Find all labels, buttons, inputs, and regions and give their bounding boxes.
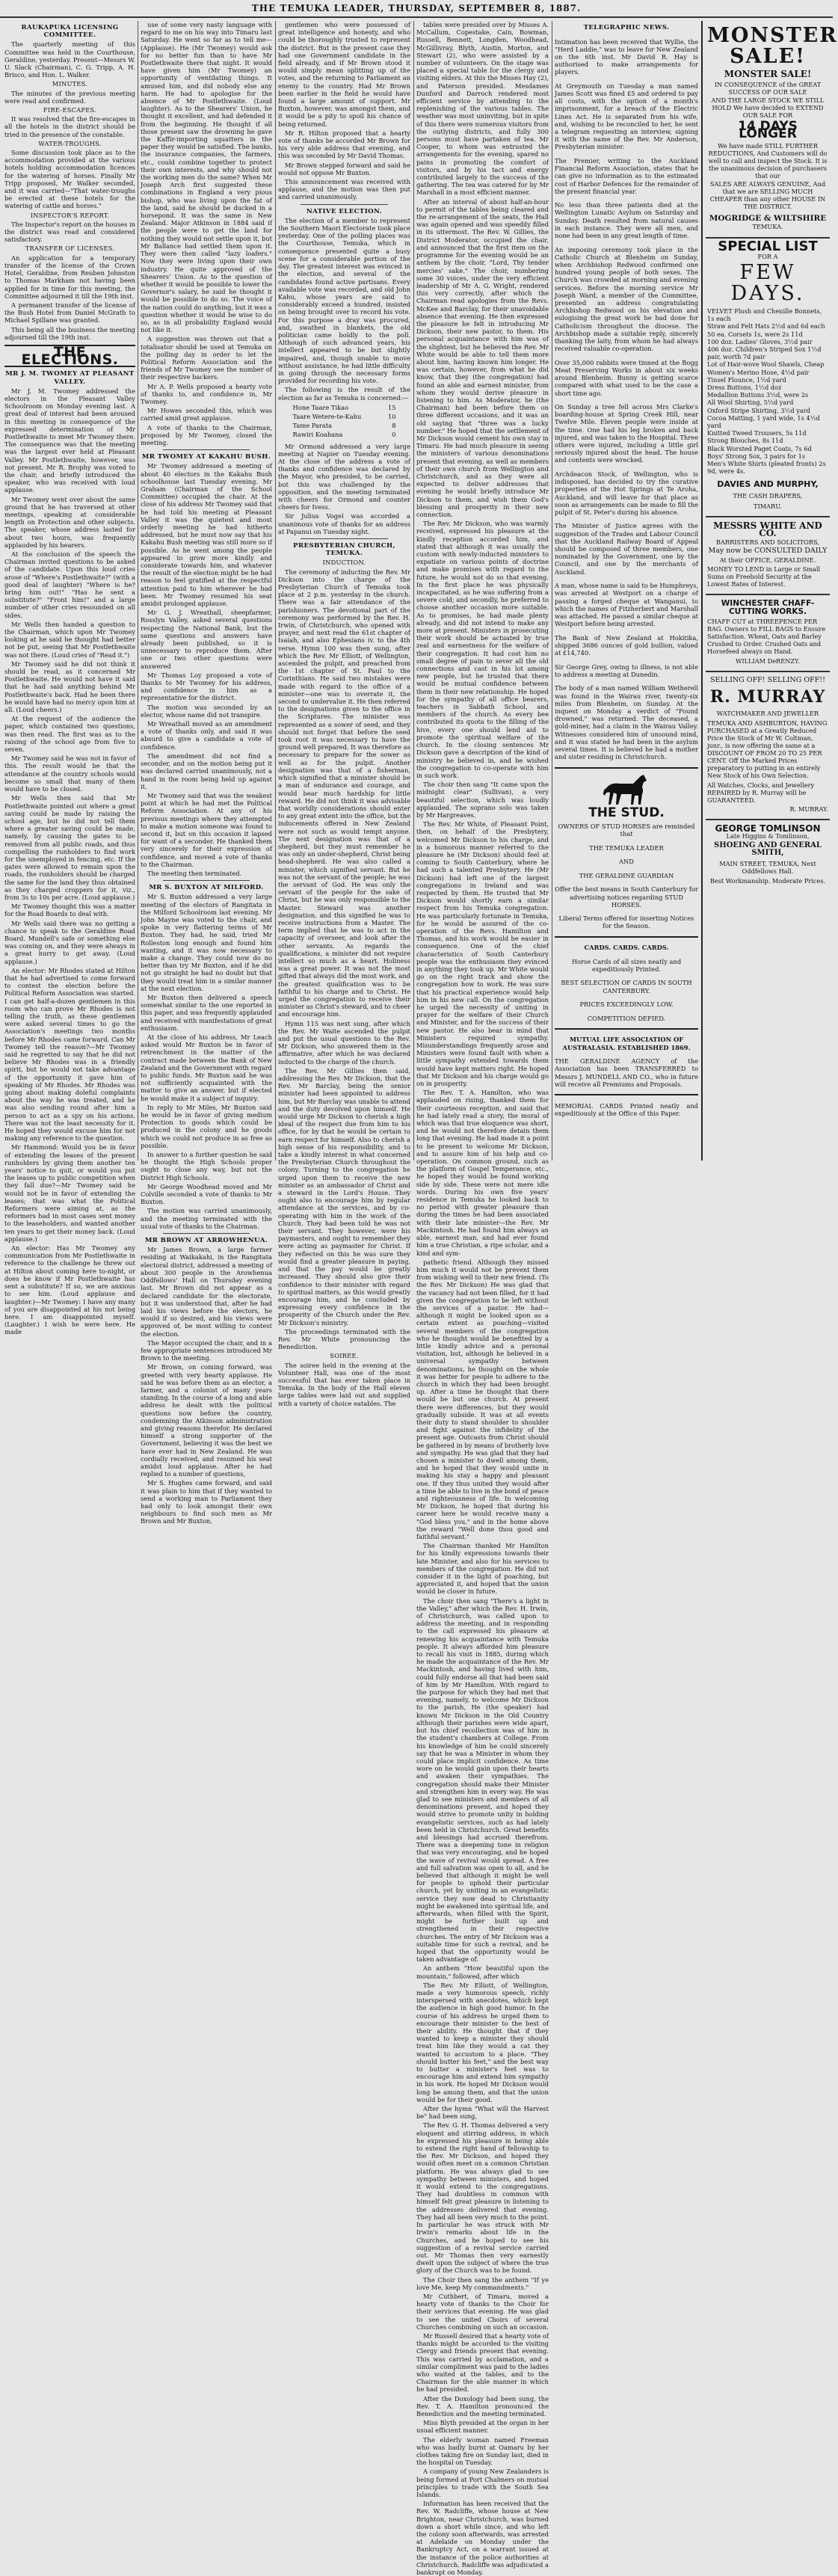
paragraph: PRICES EXCEEDINGLY LOW. <box>579 1000 674 1009</box>
divider <box>163 880 250 881</box>
paragraph: Mr George Woodhead moved and Mr Colville seconded a vote of thanks to Mr Buxton. <box>141 1182 272 1206</box>
article-heading: MR J. M. TWOMEY AT PLEASANT VALLEY. <box>5 370 135 386</box>
paragraph: After the Doxology had been sung, the Rev. T. A. Hamilton pronounced the Benediction and the meeting terminated. <box>416 2394 549 2417</box>
price-list-item: Knitted Tweed Trousers, 5s 11d <box>707 429 807 437</box>
subheading: FIRE-ESCAPES. <box>43 106 97 114</box>
candidate-name: Hone Taare Tikao <box>292 403 349 411</box>
paragraph: MUTUAL LIFE ASSOCIATION OF AUSTRALASIA. ESTABLISHED 1869. <box>562 1036 691 1051</box>
paragraph: At the request of the audience the paper, which contained two questions, was then read. The first was as to the raising of the school age from five to seven. <box>4 715 135 754</box>
price-list-item: 50 ea. Corsets 1s, were 2s 11d <box>707 330 803 338</box>
paragraph: An imposing ceremony took place in the Catholic Church at Blenheim on Sunday, when Archbishop Redwood confirmed one hundred young people of both sexes. The Church was crowded at morning and evening services. Before the morning service Mr Joseph Ward, a member of the Committee, presented an address congratulating Archbishop Redwood on his elevation and eulogising the great work he had done for Catholicism throughout the diocese. The Archbishop made a suitable reply, sincerely thanking the laity, from whom he had always received valuable co-operation. <box>555 245 698 353</box>
ad-headline: 14 DAYS LONGER <box>738 119 798 142</box>
ad-text: CHAFF CUT at THREEPENCE PER BAG. Owners to FILL BAGS to Ensure Satisfaction. Wheat, Oats and Barley Crushed to Order. Crushed Oats and Horsefeed always on Hand. <box>707 617 826 655</box>
subheading: SOIREE. <box>330 1352 359 1360</box>
divider <box>163 449 250 450</box>
subheading: INSPECTOR'S REPORT. <box>30 211 110 219</box>
section-heading-elections: THE ELECTIONS. <box>4 345 135 367</box>
article-heading: MR S. BUXTON AT MILFORD. <box>149 884 264 892</box>
price-list-item: Cocoa Matting, 1 yard wide, 1s 4½d yard <box>707 414 820 430</box>
column-rule <box>413 21 414 1161</box>
paragraph: The motion was seconded by an elector, whose name did not transpire. <box>141 703 272 719</box>
candidate-votes: 0 <box>392 431 396 439</box>
ad-tomlinson <box>706 820 830 891</box>
paragraph: The Rev. G. H. Thomas delivered a very eloquent and stirring address, in which he expressed his pleasure in being able to extend the right hand of fellowship to the Rev. Mr Dickson, and hoped they would often meet on a common Christian platform. He was always glad to see sympathy between ministers, and hoped it would extend to the congregations. They had doubtless in common with himself felt great pleasure in listening to the addresses delivered that evening. They had all been very much to the point. In particular he was struck with Mr Irwin's remarks about life in the Churches, and he hoped to see his suggestion of a revival service carried out. Mr Thomas then very earnestly dwelt upon the subject of where the true glory of the Church was to be found. <box>416 2121 549 2275</box>
price-list-item: Women's Merino Hose, 4½d pair <box>707 368 810 376</box>
divider <box>555 936 698 938</box>
column-1 <box>4 21 135 1336</box>
price-list-item: Dress Buttons, 1½d doz <box>707 384 782 392</box>
paragraph: A vote of thanks to the Chairman, proposed by Mr Twomey, closed the meeting. <box>141 423 272 446</box>
paragraph: Miss Blyth presided at the organ in her usual efficient manner. <box>416 2419 549 2435</box>
candidate-votes: 10 <box>387 412 396 420</box>
price-list-item: Lot of Hair-wove Wool Shawls, Cheap <box>707 360 825 369</box>
paragraph: After an interval of about half-an-hour to permit of the tables being cleared and the re-arrangement of the seats, the Hall was again opened and was speedily filled in its uttermost. The Rev. W. Gillies, the District Moderator, occupied the chair, and announced that the first item on the programme for the evening would be an anthem by the choir, "Lord, Thy tender mercies' sake." The choir, numbering some 30 voices, under the very efficient leadership of Mr A. G. Wright, rendered this very correctly, after which the Chairman read apologies from the Revs. McKee and Barclay, for their unavoidable absence that evening. He then expressed the pleasure he felt in introducing Mr Dickson, their new pastor, to them. His personal acquaintance with him was of the slightest, but he believed the Rev. Mr White would be able to tell them more about him, having known him longer. He was certain, however, from what he did know, that they (the congregation) had found an able and earnest minister, from whom they would derive pleasure in listening to him. As Moderator, he (the Chairman) had been before them on three different occasions, and it was an old saying that "three was a lucky number." He hoped that the settlement of Mr Dickson would cement his own stay in Timaru. He had much pleasure in seeing the ministers of various denominations present that evening, as well as members of their own church from Wellington and Christchurch, and as they were all expected to deliver addresses that evening he would briefly introduce Mr Dickson to them, and wish them God's blessing and prosperity in their new connection. <box>416 197 549 518</box>
ad-text: Best Workmanship. Moderate Prices. <box>709 876 826 885</box>
paragraph: Mr Twomey went over about the same ground that he has traversed at other meetings, speaking at considerable length on Protection and other subjects. The speaker, whose address lasted for about two hours, was frequently applauded by his hearers. <box>4 495 135 549</box>
paragraph: Mr Wells said there was no getting a chance to speak to the Geraldine Road Board. Mundell's safe or something else was coming on, and they were always in a great hurry to get away. (Loud applause.) <box>4 919 135 965</box>
price-list-item: Medallion Buttons 3½d, were 2s <box>707 391 809 399</box>
paragraph: The Rev. Mr Dickson, who was warmly received, expressed his pleasure at the kindly reception accorded him, and stated that although it was usually the custom with newly-inducted ministers to expatiate on various points of doctrine and make promises with regard to the future, he would not do so that evening. In the first place he was physically incapacitated, as he was suffering from a severe cold; and secondly, he preferred to choose another occasion more suitable. As to promises, he had made plenty already, and did not intend to make any more at present. Ministers in prosecuting their work should be actuated by true zeal and earnestness for the welfare of their congregation. It had cost him no small degree of pain to sever all the old connections and cast in his lot among new people, but he trusted that there would be mutual confidence between them in their new relationship. He hoped for the sympathy of all office bearers, teachers in Sabbath School, and members of the church. As every bee contributed its quota to the filling of the hive, every one should lend aid to promote the spiritual welfare of the church. In the closing sentences Mr Dickson gave a description of the kind of ministry he believed in, and he wished the congregation to co-operate with him in such work. <box>416 520 549 779</box>
ad-winchester <box>706 595 830 671</box>
ad-advertiser: WILLIAM DeRENZY. <box>735 657 800 665</box>
column-3 <box>278 21 410 1407</box>
paragraph: An application for a temporary transfer of the license of the Crown Hotel, Geraldine, from Reuben Johnston to Thomas Markham not having been applied for in time for this meeting, the Committee adjourned it till the 19th inst. <box>4 253 135 300</box>
paragraph: The Inspector's report on the houses in the district was read and considered satisfactory. <box>4 220 135 244</box>
paragraph: COMPETITION DEFIED. <box>587 1014 666 1022</box>
paragraph: Mr James Brown, a large farmer residing at Waikakahi, in the Rangitata electoral district, addressed a meeting of about 300 people in the Arowhenua Oddfellows' Hall on Thursday evening last. Mr Brown did not appear as a declared candidate for the electorate, but it was understood that, after he had laid his views before the electors, he would if so desired, and his views were approved of, be most willing to contest the election. <box>141 1246 272 1338</box>
divider <box>301 538 388 539</box>
paragraph: The proceedings terminated with the Rev. Mr White pronouncing the Benediction. <box>278 1327 410 1351</box>
paragraph: A suggestion was thrown out that a totalisator should be used at Temuka on the polling day in order to let the Political Reform Association and the friends of Mr Twomey see the number of their respective backers. <box>141 335 272 381</box>
ad-text: At their OFFICE, GERALDINE. <box>719 556 816 565</box>
candidate-name: Rawiri Koahana <box>292 431 343 439</box>
column-2 <box>141 21 272 1525</box>
paragraph: THE GERALDINE GUARDIAN <box>579 871 674 879</box>
paragraph: Mr Ormond addressed a very large meeting at Napier on Tuesday evening. At the close of the address a vote of thanks and confidence was declared by the Mayor, who presided, to be carried, but this was challenged by the opposition, and the meeting terminated with cheers for Ormond and counter cheers for Ivess. <box>278 442 410 511</box>
price-list-item: Strong Blouches, 8s 11d <box>707 437 783 445</box>
ad-advertiser: GEORGE TOMLINSON <box>715 823 821 834</box>
paragraph: Mr J. M. Twomey addressed the electors in the Pleasant Valley Schoolroom on Monday evening last. A great deal of interest had been aroused in this meeting in consequence of the expressed determination of Mr Postlethwaite to meet Mr Twomey there. The consequence was that the meeting was the largest ever held at Pleasant Valley. Mr Postlethwaite, however, was not present. Mr R. Brophy was voted to the chair, and briefly introduced the speaker, who was received with loud applause. <box>4 387 135 494</box>
article-heading: RAUKAPUKA LICENSING COMMITTEE. <box>21 24 119 40</box>
ad-headline: SALE! <box>730 45 806 68</box>
paragraph: On Sunday a tree fell across Mrs Clarke's boarding-house at Spring Creek Hill, near Twelve Mile. Eleven people were inside at the time. One had his leg broken and back injured, and was taken to the Hospital. Three others were injured, including a little girl seriously injured about the head. The house and contents were wrecked. <box>555 403 698 464</box>
paragraph: Mr Brown, on coming forward, was greeted with very hearty applause. He said he was before them as an elector, a farmer, and a colonist of many years standing. In the course of a long and able address he dealt with the political questions now before the country, condemning the Atkinson administration and giving reasons therefor. He declared himself a strong supporter of the Government, believing it was the best we have ever had in New Zealand. He was cordially received, and resumed his seat amidst loud applause. After he had replied to a number of questions, <box>141 1363 272 1478</box>
paragraph: AND <box>619 858 634 866</box>
paragraph: Mr Wells then said that Mr Postlethwaite pointed out where a great saving could be made by raising the school age, but he did not tell them where a greater saving could be made, namely, by causing the gates to be removed from all public roads, and thus compelling the runholders to find work for the unemployed in fencing, etc. If the gates were allowed to remain upon the roads, the runholders should be charged the same for the land they thus obtained as they charged croppers for it, viz., from 3s to 10s per acre. (Loud applause.) <box>4 794 135 901</box>
paragraph: Archdeacon Stock, of Wellington, who is indisposed, has decided to try the curative properties of the Hot Springs at Te Aroha, Auckland, and will leave for that place as soon as arrangements can be made to fill the pulpit of St. Peter's during his absence. <box>555 470 698 516</box>
column-4 <box>416 21 549 2576</box>
paragraph: Mr A. P. Wells proposed a hearty vote of thanks to, and confidence in, Mr Twomey. <box>141 382 272 405</box>
paragraph: At Greymouth on Tuesday a man named James Scott was fined £5 and ordered to pay all costs, with the option of a month's imprisonment, for a breach of the Electric Lines Act. He is separated from his wife, and, wishing to be reconciled to her, he sent a telegram requesting an interview, signing it with the name of the Rev. Mr Anderson, Presbyterian minister. <box>555 82 698 151</box>
paragraph: At the conclusion of the speech the Chairman invited questions to be asked of the candidate. Upon this loud cries arose of "Where's Postlethwaite?" (with a good deal of laughter) "Where is he? bring him out!" "Has he sent a substitute?" "Front him!" and a large number of other cries resounded on all sides. <box>4 550 135 619</box>
ad-subheadline: MONSTER SALE! <box>724 69 812 79</box>
paragraph: The Rev. Mr Elliott, of Wellington, made a very humorous speech, richly interspersed with anecdotes, which kept the audience in high good humor. In the course of his address he urged them to encourage their minister to the best of their ability. He thought that if they wanted to keep a minister they should treat him like they would a cat they wanted to accustom to a place. "They should butter his feet," and the best way to butter a minister's feet was to encourage him and extend him sympathy in his work. He hoped Mr Dickson would long be among them, and that the union would be for their good. <box>416 1981 549 2103</box>
price-list-item: VELVET Plush and Chenille Bonnets, 1s each <box>707 307 822 323</box>
ad-text: MAIN STREET, TEMUKA, Next Oddfellows Hall. <box>719 859 816 875</box>
subheading: MINUTES. <box>52 80 88 88</box>
paragraph: The Premier, writing to the Auckland Financial Reform Association, states that he can give no information as to the estimated cost of Harbor Defences for the remainder of the present financial year. <box>555 156 698 195</box>
ad-murray <box>706 672 830 820</box>
paragraph: Mr Twomey addressed a meeting of about 40 electors in the Kakahu Bush schoolhouse last Tuesday evening. Mr Graham (Chairman of the School Committee) occupied the chair. At the close of his address Mr Twomey said that he had told his meeting at Pleasant Valley it was the quietest and most orderly meeting he had hitherto addressed, but he must now say that his Kakahu Bush meeting was still more so if possible. As he went among the people appeared to grow more kindly and considerate towards him, and whatever the result of the election might be he had reason to feel gratified at the respectful attention paid to him wherever he had been. Mr Twomey resumed his seat amidst prolonged applause. <box>141 462 272 608</box>
price-list-item: Straw and Felt Hats 2½d and 6d each <box>707 322 825 331</box>
paragraph: MEMORIAL CARDS Printed neatly and expeditiously at the Office of this Paper. <box>555 1101 698 1117</box>
subheading: WATER-TROUGHS. <box>38 139 102 147</box>
stud-heading: THE STUD. <box>588 805 665 820</box>
ad-text: AND THE LARGE STOCK WE STILL HOLD We have decided to EXTEND OUR SALE FOR <box>711 96 825 120</box>
paragraph: A permanent transfer of the license of the Bush Hotel from Daniel McGrath to Michael Spillane was granted. <box>4 301 135 325</box>
ad-text: BARRISTERS AND SOLICITORS, <box>716 538 819 547</box>
paragraph: The choir then sang "It came upon the midnight clear" (Sullivan), a very beautiful selection, which was loudly applauded. The soprano solo was taken by Mr Hargreaves. <box>416 781 549 819</box>
result-row <box>292 412 397 421</box>
divider <box>163 1233 250 1234</box>
paragraph: The motion was carried unanimously, and the meeting terminated with the usual vote of thanks to the Chairman. <box>141 1207 272 1230</box>
paragraph: OWNERS OF STUD HORSES are reminded that <box>558 823 695 838</box>
ad-headline: MONSTER <box>707 24 838 47</box>
column-rule <box>275 21 276 1161</box>
column-rule <box>701 21 703 1161</box>
paragraph: The Choir then sang the anthem "If ye love Me, keep My commandments." <box>416 2275 549 2291</box>
ad-text: May now be CONSULTED DAILY <box>708 547 828 556</box>
ad-text: All Watches, Clocks, and Jewellery REPAIRED by R. Murray will be GUARANTEED. <box>707 781 815 804</box>
paragraph: Sir George Grey, owing to illness, is not able to address a meeting at Dunedin. <box>555 663 698 678</box>
paragraph: A company of young New Zealanders is being formed at Port Chalmers on mutual principles to trade with the South Sea Islands. <box>416 2468 549 2498</box>
paragraph: Sir Julius Vogel was accorded a unanimous vote of thanks for an address at Papanui on Tuesday night. <box>278 512 410 535</box>
paragraph: Mr Twomey said he did not think it should be read, as it concerned Mr Postlethwaite. He would not have it said that he had said anything behind Mr Postlethwaite's back. Had he been there he would have had no mercy upon him at all. (Loud cheers.) <box>4 660 135 714</box>
result-row <box>292 430 397 439</box>
candidate-votes: 15 <box>387 403 396 411</box>
paragraph: An elector: Has Mr Twomey any communication from Mr Postlethwaite in reference to the challenge he threw out at Hilton about coming here to-night, or does he know if Mr Postlethwaite has sent a substitute? If so, we are anxious to see him. (Loud applause and laughter.)—Mr Twomey: I have any many of you are disappointed at his not being here. I am disappointed myself. (Laughter.) I wish he were here. He made <box>4 1244 135 1336</box>
ad-town: TIMARU. <box>754 502 782 510</box>
paragraph: After the hymn "What will the Harvest be" had been sung, <box>416 2105 549 2121</box>
paragraph: An elector: Mr Rhodes stated at Hilton that he had advertised to come forward to contest the election before the Political Reform Association was started. I can get half-a-dozen gentlemen in this room who can prove Mr Rhodes is not telling the truth, as these gentlemen were asked several times to go the Association's meetings two months before Mr Rhodes came forward. Can Mr Twomey tell the reason?—Mr Twomey said he regretted to say that he did not believe Mr Rhodes was in a friendly spirit, but he would not take advantage of the opportunity it gave him of speaking of Mr Rhodes. Mr Rhodes was going about making doleful complaints about the way he was treated, and he was also sending round after him a person to act as a spy on his actions. There was not the least necessity for it. He hoped they would excuse him for not making any reference to the question. <box>4 966 135 1143</box>
paragraph: Mr Twomey said he was not in favor of this. The result would be that the attendance at the country schools would become so small that many of them would have to be closed. <box>4 754 135 793</box>
article-heading: PRESBYTERIAN CHURCH, TEMUKA. <box>293 542 395 558</box>
article-heading: NATIVE ELECTION. <box>306 207 383 215</box>
price-list-item: Tinsel Flounce, 1½d yard <box>707 375 786 384</box>
paragraph: Mr Howes seconded this, which was carried amid great applause. <box>141 407 272 422</box>
paragraph: Liberal Terms offered for inserting Notices for the Season. <box>558 914 694 930</box>
ad-advertiser: R. MURRAY <box>709 686 826 707</box>
article-heading: MR TWOMEY AT KAKAHU BUSH. <box>141 453 271 461</box>
paragraph: Hymn 115 was next sung, after which the Rev. Mr Waite ascended the pulpit and put the usual questions to the Rev. Mr Dickson, who answered them in the affirmative, after which he was declared inducted to the charge of the church. <box>278 1019 410 1066</box>
paragraph: The soiree held in the evening at the Volunteer Hall, was one of the most successful that has ever taken place in Temuka. In the body of the Hall eleven large tables were laid out and supplied with a variety of choice eatables. The <box>278 1361 410 1407</box>
paragraph: The ceremony of inducting the Rev. Mr Dickson into the charge of the Presbyterian Church of Temuka took place at 2 p.m. yesterday in the church. There was a fair attendance of the parishioners. The devotional part of the ceremony was performed by the Rev. H. Irwin, of Christchurch, who opened with prayer, and next read the 61st chapter of Isaiah, and also Ephesians iv. to the 4th verse. Hymn 100 was then sung, after which the Rev. Mr Elliott, of Wellington, ascended the pulpit, and preached from the 1st chapter of St. Paul to the Corinthians. He said two mistakes were made with regard to the office of a minister—one was to overrate it, the second to undervalue it. He then referred to the designations given to the office in the Scriptures. The minister was represented as a sower of seed, and they should not forget that before the seed took root it was necessary to have the ground well prepared. It was therefore as necessary to prepare for the sower as well as for the pulpit. Another designation was that of a fisherman, which signified that a minister should be a man of endurance and courage, and would bear much hardship for little reward. He did not think it was advisable that worldly considerations should enter to any great extent into the office, but the inducements offered in New Zealand were not such as would tempt anyone. The next designation was that of a shepherd, but they must remember he was only an under-shepherd, Christ being head-shepherd. He was also called a minister, which signified servant. But he was not the servant of the people; he was the servant of God. He was only the servant of the people for the sake of Christ, but he was only responsible to the Master. Steward was another designation, and this signified he was to receive instructions from a Master. The term implied that he was to act in the capacity of overseer, and look after the other servants. As regards the qualifications, a minister did not require intellect so much as a heart. Holiness was a great power. It was not the most gifted that always did the most work, and the greatest qualification was to be faithful to his charge and to Christ. He urged the congregation to receive their minister as Christ's steward, and to cheer and encourage him. <box>278 568 410 1018</box>
paragraph: Offer the best means in South Canterbury for advertising notices regarding STUD HORSES. <box>555 885 698 909</box>
paragraph: The meeting then terminated. <box>147 869 242 877</box>
ad-text: SALES ARE ALWAYS GENUINE, And that we are SELLING MUCH CHEAPER than any other HOUSE IN THE DISTRICT. <box>709 179 826 210</box>
paragraph: This being all the business the meeting adjourned till the 19th inst. <box>4 325 135 341</box>
ad-special-list <box>706 239 830 517</box>
paragraph: gentlemen who were possessed of great intelligence and honesty, and who could be thoroughly trusted to represent the district. But in the present case they had one Government candidate in the field already, and if Mr Brown stood it would simply mean splitting up of the votes, and the returning to Parliament an enemy to the country. Had Mr Brown been earlier in the field he would have found a large amount of support. Mr Buxton, however, was amongst them, and it would be a pity to spoil his chance of being returned. <box>278 21 410 128</box>
paragraph: use of some very nasty language with regard to me on his way into Timaru last Saturday. He went so far as to tell me—(Applause). He (Mr Twomey) would ask for no better fun than to have Mr Postlethwaite there that night. It would have given him (Mr Twomey) an opportunity of ventilating things. It amused him, and did nobody else any harm. He had to apologise for the absence of Mr Postlethwaite. (Loud laughter). As to the Shearers' Union, he thought it excellent, and had defended it from the beginning. He thought if all those present saw the drowning he gave the Kaffir-importing squatters in the paper they would be satisfied. The banks, the insurance companies, the farmers, etc., could combine together to protect their own interests, and why should not the working men do the same? When Mr Joseph Arch first suggested these combinations in England a very pious bishop, who was living upon the fat of the land, said he should be ducked in a horsepond. It was the same in New Zealand. Major Atkinson in 1884 said if the people were to get the land for nothing they would not settle upon it, but Mr Ballance had settled them upon it. They were then called "lazy loafers." Now they were living upon their own industry. He quite approved of the Shearers' Union. As to the question of whether it would be possible to lower the Governor's salary, he said he thought it would be possible to do so. The voice of the nation could do anything, but it was a question whether it would be wise to do so, as in all probability England would not like it. <box>141 21 272 334</box>
ad-text: We have made STILL FURTHER REDUCTIONS, And Customers will do well to call and inspect the Stock. It is the unanimous decision of purchasers that our <box>708 141 828 179</box>
masthead: THE TEMUKA LEADER, THURSDAY, SEPTEMBER 8, 1887. <box>0 0 833 18</box>
paragraph: Mr S. Buxton addressed a very large meeting of the electors of Rangitata in the Milford Schoolroom last evening. Mr John Mayne was voted to the chair, and spoke in very flattering terms of Mr Buxton. They had, he said, tried Mr Rolleston long enough and found him wanting, and it was now necessary to make a change. They could now do no better than try Mr Buxton, and if he did not go straight he had no doubt but that they would treat him in a similar manner at the next election. <box>141 893 272 992</box>
horse-icon <box>600 773 653 808</box>
paragraph: Mr Thomas Loy proposed a vote of thanks to Mr Twomey for his address, and confidence in him as a representative for the district. <box>141 671 272 702</box>
subheading: TRANSFER OF LICENSES. <box>25 245 115 253</box>
paragraph: Over 35,000 rabbits were tinned at the Bogg Meat Preserving Works in about six weeks around Blenheim. Bunny is getting scarce compared with what used to be the case a short time ago. <box>555 358 698 397</box>
paragraph: No less than three patients died at the Wellington Lunatic Asylum on Saturday and Sunday. Death resulted from natural causes in each instance. They were all men, and none had been in any great length of time. <box>555 201 698 240</box>
paragraph: This announcement was received with applause, and the motion was then put and carried unanimously. <box>278 178 410 201</box>
paragraph: The Bank of New Zealand at Hokitika, shipped 3686 ounces of gold bullion, valued at £14,740. <box>555 633 698 657</box>
result-row <box>292 421 397 430</box>
ad-headline: SPECIAL LIST <box>718 238 818 254</box>
paragraph: Information has been received that the Rev. W. Radcliffe, whose house at New Brighton, near Christchurch, was burned down a short while since, and who left the colony soon afterwards, was arrested at Adelaide on Monday under the Bankruptcy Act, on a warrant issued at the instance of the police authorities at Christchurch. Radcliffe was adjudicated a bankrupt on Monday. <box>416 2500 549 2576</box>
paragraph: An anthem "How beautiful upon the mountain," followed, after which <box>416 1964 549 1980</box>
paragraph: Mr Russell desired that a hearty vote of thanks might be accorded to the visiting Clergy and friends present that evening. This was carried by acclamation, and a similar compliment was paid to the ladies who waited at the tables, and to the Chairman for the able manner in which he had presided. <box>416 2331 549 2394</box>
paragraph: In answer to a further question he said he thought the High Schools proper ought to close any way, but not the District High Schools. <box>141 1151 272 1181</box>
ad-text: R. MURRAY. <box>789 805 828 813</box>
paragraph: Some discussion took place as to the accommodation provided at the various hotels holding accommodation licences for the watering of horses. Finally Mr Tripp proposed, Mr Walker seconded, and it was carried—"That water-troughs be erected at these hotels for the watering of cattle and horses." <box>4 149 135 210</box>
divider <box>555 1028 698 1030</box>
telegraphic-column <box>555 21 698 1163</box>
paragraph: The Mayor occupied the chair, and in a few appropriate sentences introduced Mr Brown to the meeting. <box>141 1338 272 1362</box>
paragraph: In reply to Mr Miles, Mr Buxton said he would be in favor of giving medium Protection to goods which could be produced in the colony and he goods which we could not produce in as free as possible. <box>141 1103 272 1149</box>
price-list-item: Boys' Strong Sox, 3 pairs for 1s <box>707 452 806 460</box>
paragraph: THE GERALDINE AGENCY of the Association has been TRANSFERRED to Messrs J. MUNDELL AND CO., who in future will receive all Premiums and Proposals. <box>555 1057 698 1088</box>
ad-headline: WINCHESTER CHAFF-CUTTING WORKS. <box>721 599 815 616</box>
paragraph: Horse Cards of all sizes neatly and expeditiously Printed. <box>571 957 682 973</box>
ad-monster-sale <box>706 21 838 239</box>
ad-text: MONEY TO LEND in Large or Small Sums on Freehold Security at the Lowest Rates of Interest. <box>707 565 821 588</box>
paragraph: Mr Twomey said that was the weakest point at which he had met the Political Reform Association. At any of his previous meetings where they attempted to make a motion someone was found to second it, but on this occasion it lapsed for want of a seconder. He thanked them very sincerely for their expression of confidence, and moved a vote of thanks to the Chairman. <box>141 791 272 868</box>
election-results-table <box>292 403 397 440</box>
paragraph: pathetic friend. Although they missed him much it would not be prevent them from wishing well to their new friend. (To the Rev. Mr Dickson) He was glad that the vacancy had not been filled, for it had given the congregation to be left without the services of a pastor. He had—although it might be looked upon as a certain extent as poaching—visited several members of the congregation who he thought would be benefited by a little kindly advice and a personal visitation, but, although he believed in a universal sympathy between denominations, he thought on the whole it was better for people to adhere to the church in which they had been brought up. After a time he thought that there would be but one church. At present there were differences, but they would gradually subside. It was at all events their duty to stand shoulder to shoulder and fight against the infidelity of the present age. Outcasts from Christ should be gathered in by means of brotherly love and sympathy. He was glad that they had chosen a minister to dwell among them, and he hoped that they would unite in making his stay a happy and pleasant one. If they thus united they would after a time be able to live in the bond of peace and righteousness of life. In welcoming Mr Dickson, he hoped that during his career here he would receive many a "God bless you," and in the home above the reward "Well done thou good and faithful servant." <box>416 1258 549 1541</box>
paragraph: At the close of his address, Mr Leach asked would Mr Buxton be in favor of retrenchment in the matter of the contract made between the Bank of New Zealand and the Government with regard to public funds. Mr Buxton said he was not sufficiently acquainted with the matter to give an answer, but if elected he would make it a subject of inquiry. <box>141 1033 272 1102</box>
paragraph: The Rev. Mr Gillies then said, addressing the Rev. Mr Dickson, that the Rev. Mr Barclay, being the senior minister had been appointed to address him, but Mr Barclay was unable to attend and the duty devolved upon himself. He would urge Mr Dickson to cherish a high ideal of the respect due from him to his office, for by that he would be certain to earn respect for himself. Also to cherish a high sense of his responsibility, and to take a kindly interest in what concerned the Presbyterian Church throughout the colony. Turning to the congregation he urged upon them to receive the new minister as an ambassador of Christ and a steward in the Lord's House. They ought also to encourage him by regular attendance at the services, and by co-operating with him in the work of the Church. They had been told he was not their servant. They however, were his paymasters, and ought to remember they were acting as paymaster for Christ. If they reflected on this he was sure they would find a greater pleasure in paying, and that the pay would be greatly increased. They should also give their confidence to their minister with regard to spiritual matters, as this would greatly encourage him, and he concluded by expressing every confidence in the prosperity of the Church under the Rev. Mr Dickson's ministry. <box>278 1066 410 1327</box>
subheading: INDUCTION. <box>322 559 366 567</box>
ad-text: IN CONSEQUENCE of the GREAT SUCCESS OF OUR SALE <box>714 81 822 96</box>
candidate-name: Taare Wetere-te-Kahu <box>292 412 362 420</box>
price-list-item: 406 doz. Children's Striped Sox 1½d pair, worth 7d pair <box>707 345 822 361</box>
paragraph: The elderly woman named Freeman who was badly burnt at Oamaru by her clothes taking fire on Sunday last, died in the hospital on Tuesday. <box>416 2435 549 2467</box>
ad-headline: MESSRS WHITE AND CO. <box>713 520 822 538</box>
divider <box>301 204 388 205</box>
paragraph: The Minister of Justice agrees with the suggestion of the Trades and Labour Council that the Auckland Railway Board of Appeal should be composed of three members, one nominated by the Government, one by the Council, and one by the merchants of Auckland. <box>555 522 698 576</box>
candidate-votes: 8 <box>392 422 396 430</box>
paragraph: Mr Buxton then delivered a speech somewhat similar to the one reported in this paper, and was frequently applauded and received with manifestations of great enthusiasm. <box>141 993 272 1032</box>
paragraph: Mr S. Hughes came forward, and said it was plain to him that if they wanted to send a working man to Parliament they had only to look amongst their own neighbours to find such men as Mr Brown and Mr Buxton, <box>141 1479 272 1525</box>
ad-text: SHOEING AND GENERAL SMITH, <box>714 841 822 858</box>
paragraph: A man, whose name is said to be Humphreys, was arrested at Westport on a charge of passing a forged cheque at Wanganui, to which the names of Fitzherbert and Marshall was attached. He passed a similar cheque at Westport before being arrested. <box>555 582 698 628</box>
paragraph: The Rev. Mr White, of Pleasant Point, then, on behalf of the Presbytery, welcomed Mr Dickson to his charge, and in a humorous manner referred to the pleasure he (Mr Dickson) should feel at coming to South Canterbury, where he had such a talented Presbytery. He (Mr Dickson) had left one of the largest congregations in Ireland and was respected by them. He trusted that Mr Dickson would shortly earn a similar respect from his Temuka congregation. He was particularly fortunate in Temuka, for he would be assured of the co-operation of the Revs. Hamilton and Thomas, and his work would be easier in consequence. One of the chief characteristics of South Canterbury people was the enthusiasm they evinced in anything they took up. Mr White would go on the right track and show the congregation how to work. He was sure that his practical experience would help him in his new call. On the congregation he urged the necessity of uniting in prayer for the welfare of their Church and Minister, and for the success of their new pastor. He also bear in mind that Ministers required sympathy. Misunderstandings frequently arose and Ministers were found fault with when a little sympathy extended towards them would have kept matters right. He hoped that Mr Dickson and his charge would go on in prosperity. <box>416 820 549 1088</box>
ad-text: TEMUKA AND ASHBURTON, HAVING PURCHASED at a Greatly Reduced Price the Stock of Mr W. Coltman, junr., is now offering the same at a DISCOUNT OF FROM 20 TO 25 PER CENT. Off the Marked Prices preparatory to putting in an entirely New Stock of his Own Selection. <box>707 719 828 779</box>
paragraph: The Chairman thanked Mr Hamilton for his kindly expressions towards their late Minister, and also for his services to members of the congregation. He did not consider it in the light of poaching, but appreciated it, and hoped that the union would be closer in future. <box>416 1542 549 1596</box>
paragraph: The quarterly meeting of this Committee was held in the Courthouse, Geraldine, yesterday. Present—Messrs W. U. Slack (Chairman), C. G. Tripp, A. H. Brisco, and Hon. L. Walker. <box>4 40 135 79</box>
price-list-item: Black Worsted Paget Coats, 7s 6d <box>707 444 812 452</box>
ad-headline: SELLING OFF! SELLING OFF!! <box>710 675 825 684</box>
paragraph: It was resolved that the fire-escapes in all the hotels in the district should be tried in the presence of the constable. <box>4 115 135 138</box>
price-list <box>707 307 828 475</box>
ad-text: FOR A <box>757 253 778 261</box>
paragraph: Mr Wells then handed a question to the Chairman, which upon Mr Twomey looking at he said he thought had better not be put, seeing that Mr Postlethwaite was not there. (Loud cries of "Read it.") <box>4 620 135 659</box>
ad-headline: FEW DAYS. <box>730 261 805 306</box>
paragraph: Mr Hammond: Would you be in favor of extending the leases of the present runholders by giving them another ten years' notice to quit, or would you put the leases up to public competition when they fall due?—Mr Twomey said he would not be in favor of extending the leases; that was what the Political Reformers were aiming at, as the reformers had in most cases sent money to the leaseholders, and wanted another ten years to get their money back. (Loud applause.) <box>4 1143 135 1243</box>
ad-advertiser: DAVIES AND MURPHY, <box>717 479 819 490</box>
paragraph: Mr Cuthbert, of Timaru, moved a hearty vote of thanks to the Choir for their services that evening. He was glad to see the united Choirs of several Churches combining on such an occasion. <box>416 2292 549 2331</box>
ad-text: Late Higgins & Tomlinson, <box>726 832 810 840</box>
paragraph: THE TEMUKA LEADER <box>589 843 664 852</box>
price-list-item: 100 doz. Ladies' Gloves, 3½d pair <box>707 337 813 345</box>
paragraph: The election of a member to represent the Southern Maori Electorate took place yesterday. One of the polling places was the Courthouse, Temuka, which in consequence presented quite a busy scene for a considerable portion of the day. The greatest interest was evinced in the election, and several of the candidates found active partisans. Every available vote was recorded, and old John Kahu, whose years are said to considerably exceed a hundred, insisted on being brought over to record his vote. For this purpose a dray was procured, and, swathed in blankets, the old politician came boldly to the poll. Although of such advanced years, his intellect appeared to be but slightly impaired, and, though unable to move without assistance, he had little difficulty in going through the necessary forms provided for recording his vote. <box>278 216 410 385</box>
ad-town: TEMUKA. <box>752 222 783 230</box>
paragraph: CARDS. CARDS. CARDS. <box>584 944 669 952</box>
article-heading: TELEGRAPHIC NEWS. <box>583 24 670 31</box>
paragraph: tables were presided over by Misses A. McCallum, Copestake, Cain, Bowman, Russell, Bennett, Longden, Woodhead, McGillivray, Blyth, Austin, Morton, and Stewart (2), who were assisted by a number of volunteers. On the stage was placed a special table for the clergy and visiting elders. At this the Misses Hay (2), and Paterson presided. Mesdames Dunford and Darroch rendered most efficient service by attending to the replenishing of the various tables. The weather was most uninviting, but in spite of this there were numerous visitors from the outlying districts, and fully 300 persons must have partaken of tea. Mr Cooper, to whom was entrusted the arrangements for the evening, spared no pains in promoting the comfort of visitors, and by his tact and energy contributed largely to the success of the gathering. The tea was catered for by Mr Marshall in a most efficient manner. <box>416 21 549 197</box>
paragraph: The minutes of the previous meeting were read and confirmed. <box>4 89 135 105</box>
paragraph: Mr R. Hilton proposed that a hearty vote of thanks be accorded Mr Brown for his very able address that evening, and this was seconded by Mr David Thomas. <box>278 129 410 160</box>
paragraph: The Rev. T. A. Hamilton, who was applauded on rising, thanked them for their courteous reception, and said that he had lately read a story, the moral of which was that true eloquence was short, and he would not therefore detain them long that evening. He had made it a point to be present to welcome Mr Dickson, and to assure him of his help and co-operation. On common ground, such as the platform of Gospel Temperance, etc., he hoped they would be found working side by side. These were not mere idle words. During his own five years' residence in Temuka he looked back to no period with greater pleasure than during the times he had been associated with their late minister—the Rev. Mr Mackintosh. He had found him always an able, earnest man, and had ever found him a true Christian, a ripe scholar, and a kind and sym- <box>416 1089 549 1257</box>
ad-text: WATCHMAKER AND JEWELLER <box>716 709 819 717</box>
ad-white-and-co <box>706 517 830 596</box>
ad-text: THE CASH DRAPERS, <box>733 491 803 499</box>
result-row <box>292 403 397 412</box>
paragraph: The choir then sang "There's a light in the Valley," after which the Rev. H. Irwin, of Christchurch, was called upon to address the meeting, and in responding to the call expressed his pleasure at renewing his acquaintance with Temuka people. It always afforded him pleasure to recall his visit in 1885, during which he made the acquaintance of the Rev. Mr Mackintosh, and having lived with him, could fully endorse all that had been said of him by Mr Hamilton. With regard to the purpose for which they had met that evening, namely, to welcome Mr Dickson to the parish, He (the speaker) had known Mr Dickson in the Old Country although their parishes were wide apart, but his chief recollection was of him in the student's chambers at College. From his knowledge of him he could sincerely say that he was a Minister in whom they could place implicit confidence. As time wore on he would gain upon their hearts and awaken their sympathies. The congregation should make their Minister and strengthen him in every way. He was glad to see ministers and members of all denominations present, and hoped they would strive to promote unity in holding evangelistic services, such as had lately been held in Christchurch. Great benefits and blessings had accrued therefrom. There was a deepening tone in religion that was very encouraging, and he hoped the wave of revival would spread. A free and full salvation was open to all, and he believed that although it might be well for people to uphold their particular church, yet by uniting in an evangelistic service they now dead to Christianity might be awakened into spiritual life, and afterwards, when filled with the Spirit, might be further built up and strengthened in their respective churches. The entry of Mr Dickson was a suitable time for such a revival, and he hoped that the opportunity would be taken advantage of. <box>416 1596 549 1964</box>
candidate-name: Tame Parata <box>292 422 333 430</box>
article-heading: MR BROWN AT ARROWHENUA. <box>144 1237 268 1245</box>
price-list-item: All Wool Shirting, 5½d yard <box>707 399 794 407</box>
paragraph: The body of a man named William Wetherell was found in the Wairau river, twenty-six miles from Blenheim, on Sunday. At the inquest on Monday a verdict of "Found drowned," was returned. The deceased, a gold-miner, had a claim in the Wairau Valley. Witnesses considered him of unsound mind, and it was stated he had been in the asylum several times. It is believed he had a mother and sister residing in Christchurch. <box>555 684 698 761</box>
price-list-item: Men's White Shirts (pleated fronts) 2s 9d, were 4s. <box>707 460 826 476</box>
paragraph: Mr Brown stepped forward and said he would not oppose Mr Buxton. <box>278 161 410 176</box>
paragraph: Mr Twomey thought this was a matter for the Road Boards to deal with. <box>4 903 135 918</box>
paragraph: Intimation has been received that Wyllie, the "Herd Laddie," was to leave for New Zealand on the 6th inst. Mr David R. Hay is authorised to make arrangements for players. <box>555 37 698 76</box>
ad-advertiser: MOGRIDGE & WILTSHIRE <box>709 213 827 223</box>
advertisements-column <box>706 21 838 1163</box>
paragraph: The following is the result of the election as far as Temuka is concerned:— <box>278 386 410 402</box>
paragraph: Mr G. J. Wreathall, sheepfarmer, Rosslyn Valley, asked several questions respecting the National Bank, but the same questions and answers have already been published, so it is unnecessary to reproduce them. After one or two other questions were answered <box>141 609 272 670</box>
divider <box>555 1094 698 1095</box>
divider <box>555 767 698 769</box>
paragraph: The amendment did not find a seconder, and on the motion being put it was declared carried unanimously, not a hand in the room being held up against it. <box>141 751 272 790</box>
price-list-item: Oxford Stripe Shirting, 3½d yard <box>707 406 810 414</box>
paragraph: Mr Wreathall moved as an amendment a vote of thanks only, and said it was absurd to give a candidate a vote of confidence. <box>141 720 272 751</box>
paragraph: BEST SELECTION OF CARDS IN SOUTH CANTERBURY. <box>561 979 692 995</box>
